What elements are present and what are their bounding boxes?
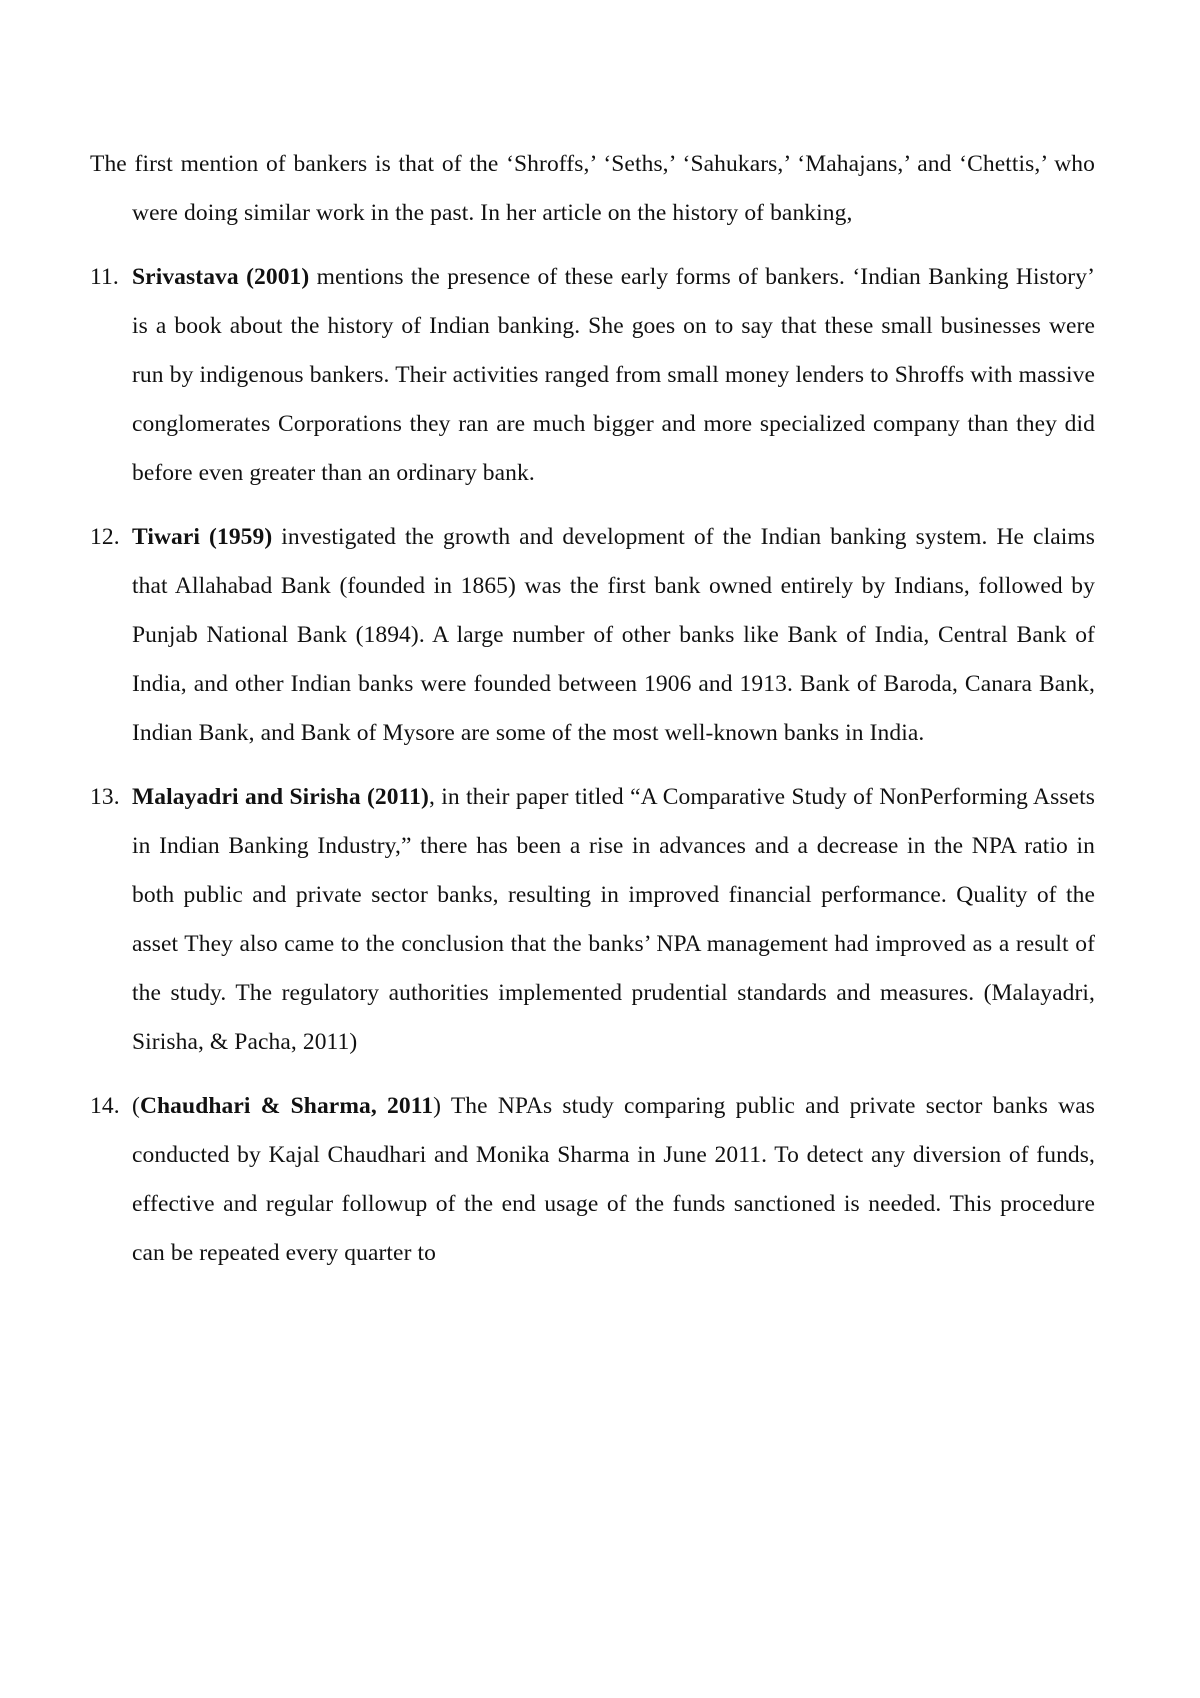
item-text: , in their paper titled “A Comparative Study of NonPerforming Assets in Indian Banking Industry,” there has been a rise in advances and a decrease in the NPA ratio in both public and private sector banks, resulting in improved financial performance. Quality of the asset They also came to the conclusion that the banks’ NPA management had improved as a result of the study. The regulatory authorities implemented prudential standards and measures. (Malayadri, Sirisha, & Pacha, 2011) [132,784,1096,1055]
list-number: 12. [90,524,120,550]
item-text: mentions the presence of these early forms of bankers. ‘Indian Banking History’ is a book about the history of Indian banking. She goes on to say that these small businesses were run by indigenous bankers. Their activities ranged from small money lenders to Shroffs with massive conglomerates Corporations they ran are much bigger and more specialized company than they did before even greater than an ordinary bank. [132,264,1095,486]
list-number: 14. [90,1093,120,1119]
item-text: ) The NPAs study comparing public and private sector banks was conducted by Kajal Chaudhari and Monika Sharma in June 2011. To detect any diversion of funds, effective and regular followup of the end usage of the funds sanctioned is needed. This procedure can be repeated every quarter to [132,1093,1095,1266]
item-text: investigated the growth and development of the Indian banking system. He claims that Allahabad Bank (founded in 1865) was the first bank owned entirely by Indians, followed by Punjab National Bank (1894). A large number of other banks like Bank of India, Central Bank of India, and other Indian banks were founded between 1906 and 1913. Bank of Baroda, Canara Bank, Indian Bank, and Bank of Mysore are some of the most well-known banks in India. [132,524,1095,746]
list-item-13 [90,773,1095,1067]
document-body [90,140,1095,1293]
item-citation: Srivastava (2001) [132,264,310,290]
item-citation: Tiwari (1959) [132,524,273,550]
list-item-14 [90,1082,1095,1278]
list-number: 11. [90,264,119,290]
item-citation: Chaudhari & Sharma, 2011 [139,1093,434,1119]
list-item-11 [90,253,1095,498]
item-prefix: ( [132,1093,140,1119]
item-citation: Malayadri and Sirisha (2011) [132,784,429,810]
list-item-12 [90,513,1095,758]
list-number: 13. [90,784,120,810]
intro-paragraph: The first mention of bankers is that of the ‘Shroffs,’ ‘Seths,’ ‘Sahukars,’ ‘Mahajans,’ and ‘Chettis,’ who were doing similar work in the past. In her article on the history of banking, [90,151,1095,226]
